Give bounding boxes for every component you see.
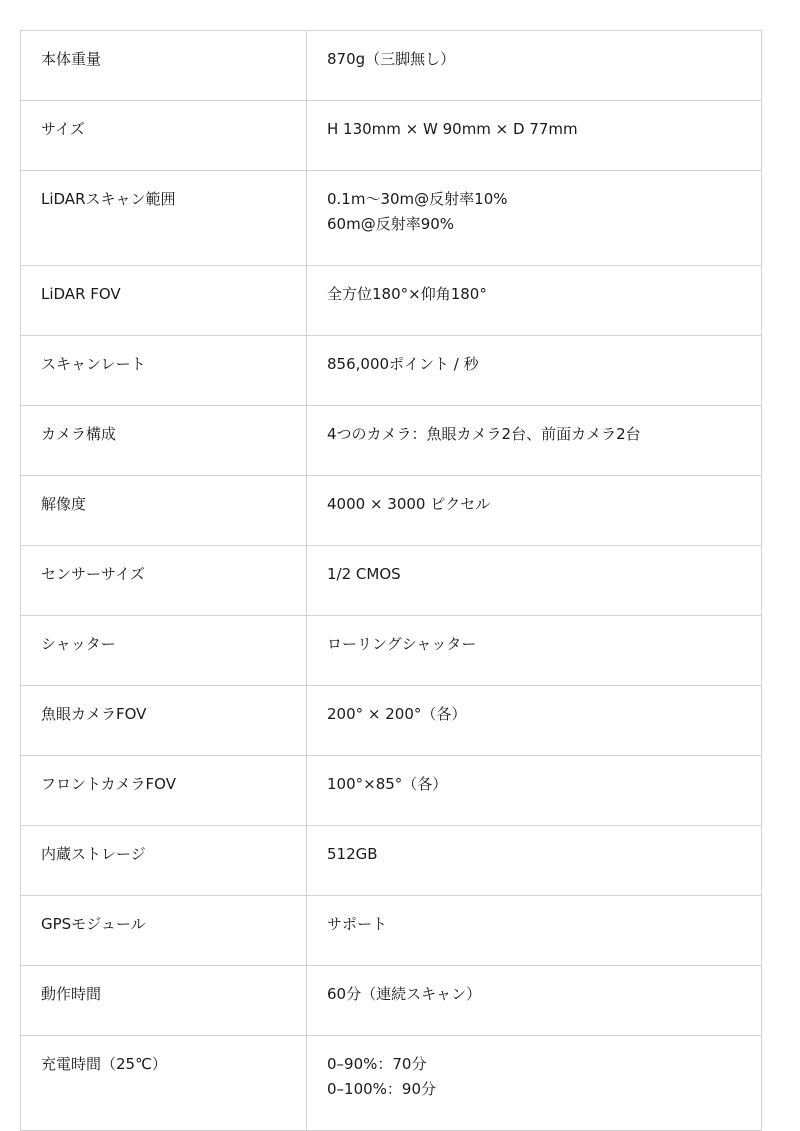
spec-label: GPSモジュール (21, 896, 307, 966)
table-row (21, 686, 762, 756)
spec-value (307, 31, 762, 101)
spec-label: 解像度 (21, 476, 307, 546)
spec-value-line: 4000 × 3000 ピクセル (327, 495, 491, 513)
spec-value-line: 200° × 200°（各） (327, 705, 467, 723)
spec-value (307, 616, 762, 686)
table-row (21, 546, 762, 616)
spec-table-body (21, 31, 762, 1131)
spec-value (307, 686, 762, 756)
spec-value-line: ローリングシャッター (327, 635, 477, 653)
spec-value (307, 1036, 762, 1131)
spec-value-line: 0.1m〜30m@反射率10% (327, 190, 508, 208)
spec-value (307, 966, 762, 1036)
table-row (21, 406, 762, 476)
table-row (21, 1036, 762, 1131)
spec-value-line: 1/2 CMOS (327, 565, 401, 583)
table-row (21, 171, 762, 266)
spec-label: 内蔵ストレージ (21, 826, 307, 896)
spec-value (307, 756, 762, 826)
spec-label: LiDARスキャン範囲 (21, 171, 307, 266)
spec-label: 魚眼カメラFOV (21, 686, 307, 756)
table-row (21, 266, 762, 336)
spec-value-line: 60m@反射率90% (327, 215, 455, 233)
spec-value (307, 546, 762, 616)
spec-value (307, 266, 762, 336)
table-row (21, 966, 762, 1036)
spec-value-line: 870g（三脚無し） (327, 50, 456, 68)
spec-label: シャッター (21, 616, 307, 686)
table-row (21, 101, 762, 171)
spec-value (307, 896, 762, 966)
table-row (21, 756, 762, 826)
spec-table (20, 30, 762, 1131)
spec-value (307, 336, 762, 406)
table-row (21, 476, 762, 546)
spec-label: 本体重量 (21, 31, 307, 101)
spec-label: センサーサイズ (21, 546, 307, 616)
table-row (21, 616, 762, 686)
spec-value-line: 512GB (327, 845, 378, 863)
table-row (21, 826, 762, 896)
spec-value-line: 0–100%：90分 (327, 1080, 437, 1098)
spec-label: フロントカメラFOV (21, 756, 307, 826)
spec-label: スキャンレート (21, 336, 307, 406)
spec-value-line: サポート (327, 915, 388, 933)
spec-value-line: 60分（連続スキャン） (327, 985, 482, 1003)
spec-label: LiDAR FOV (21, 266, 307, 336)
spec-value (307, 406, 762, 476)
spec-label: 動作時間 (21, 966, 307, 1036)
spec-label: カメラ構成 (21, 406, 307, 476)
spec-value (307, 101, 762, 171)
table-row (21, 896, 762, 966)
spec-value (307, 476, 762, 546)
spec-value-line: 100°×85°（各） (327, 775, 448, 793)
spec-label: 充電時間（25℃） (21, 1036, 307, 1131)
spec-value-line: 全方位180°×仰角180° (327, 285, 487, 303)
spec-value-line: 4つのカメラ：魚眼カメラ2台、前面カメラ2台 (327, 425, 641, 443)
spec-label: サイズ (21, 101, 307, 171)
spec-value-line: H 130mm × W 90mm × D 77mm (327, 120, 578, 138)
spec-value (307, 171, 762, 266)
spec-value-line: 0–90%：70分 (327, 1055, 427, 1073)
spec-value-line: 856,000ポイント / 秒 (327, 355, 479, 373)
table-row (21, 336, 762, 406)
table-row (21, 31, 762, 101)
spec-value (307, 826, 762, 896)
